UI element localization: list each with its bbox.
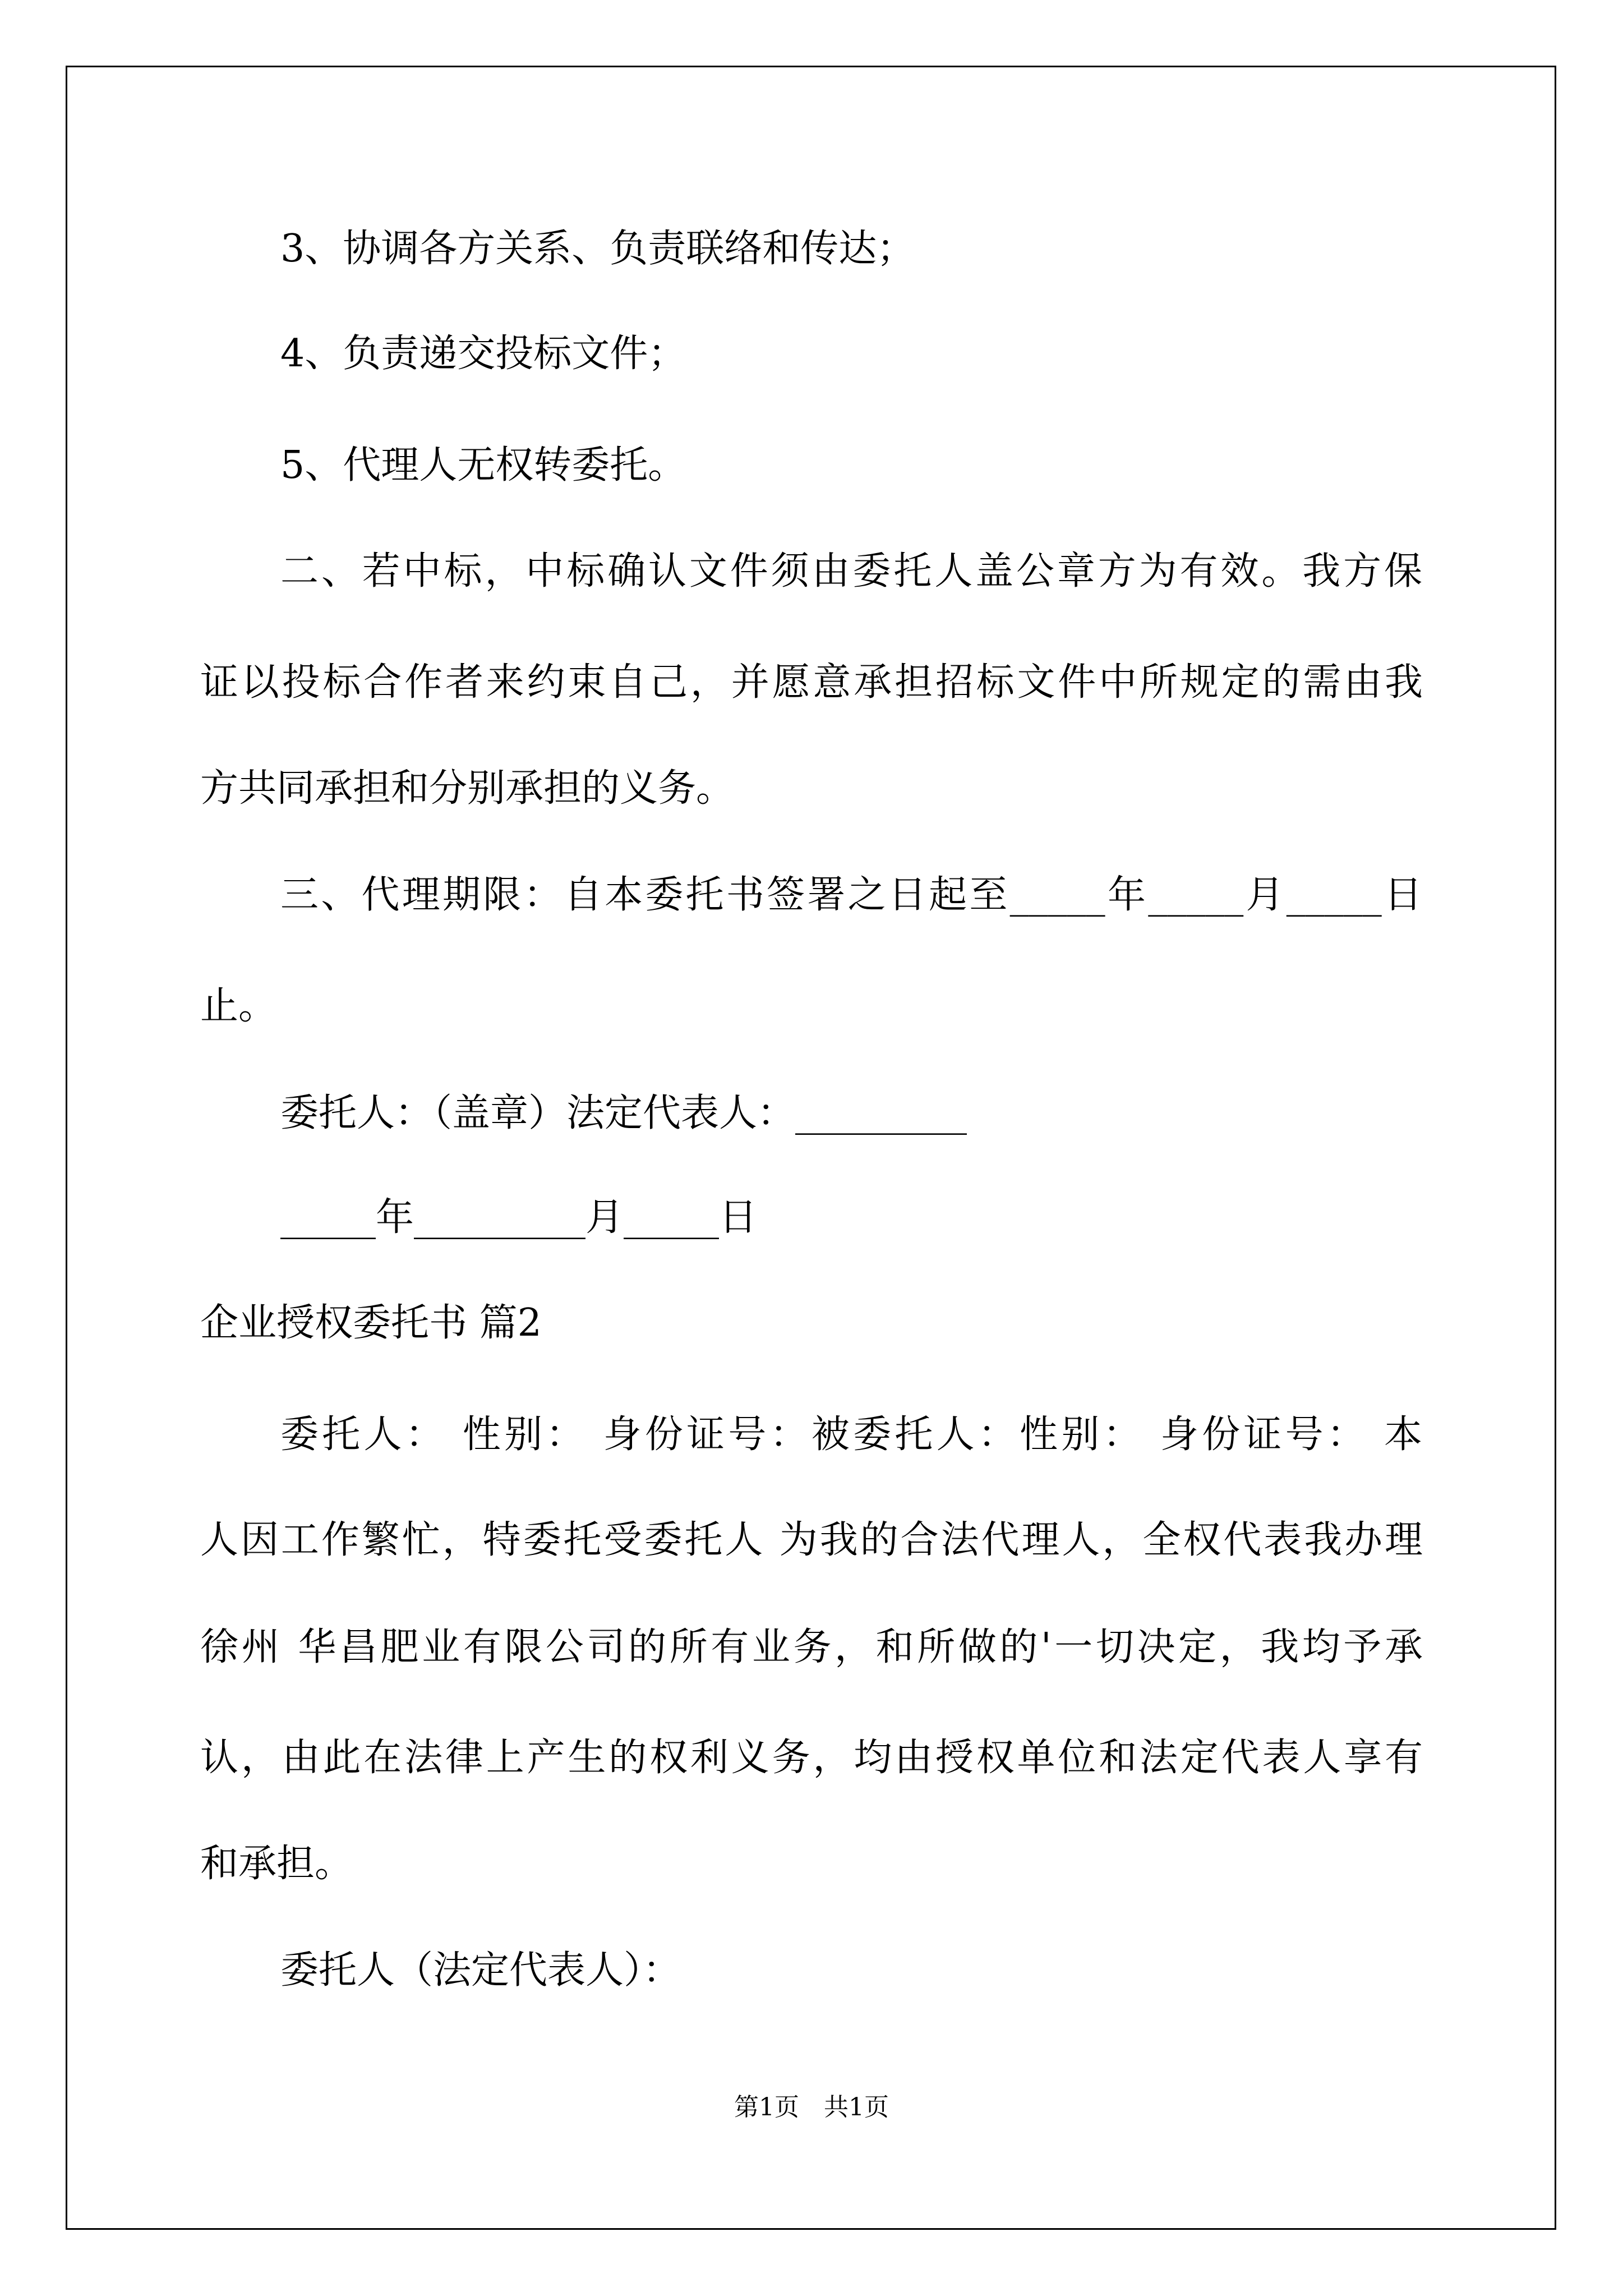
list-item-4: 4、负责递交投标文件； xyxy=(280,332,686,376)
page-number: 第1页 共1页 xyxy=(734,2093,889,2122)
date-line: _____年_________月_____日 xyxy=(280,1195,758,1240)
paragraph-4-line-5: 和承担。 xyxy=(200,1842,353,1886)
paragraph-4-line-2: 人因工作繁忙，特委托受委托人 为我的合法代理人，全权代表我办理 xyxy=(200,1518,1423,1562)
paragraph-3-line-1: 三、代理期限：自本委托书签署之日起至_____年_____月_____日 xyxy=(280,873,1422,917)
section-heading: 企业授权委托书 篇2 xyxy=(200,1301,542,1345)
paragraph-4-line-3: 徐州 华昌肥业有限公司的所有业务，和所做的'一切决定，我均予承 xyxy=(200,1625,1423,1669)
paragraph-2-line-2: 证以投标合作者来约束自己，并愿意承担招标文件中所规定的需由我 xyxy=(200,660,1423,705)
paragraph-2-line-1: 二、若中标，中标确认文件须由委托人盖公章方为有效。我方保 xyxy=(280,549,1422,593)
list-item-5: 5、代理人无权转委托。 xyxy=(280,443,686,487)
principal-line: 委托人（法定代表人）： xyxy=(280,1948,681,1993)
paragraph-4-line-4: 认，由此在法律上产生的权利义务，均由授权单位和法定代表人享有 xyxy=(200,1736,1423,1780)
paragraph-2-line-3: 方共同承担和分别承担的义务。 xyxy=(200,766,735,811)
signature-line: 委托人：（盖章）法定代表人：_________ xyxy=(280,1091,967,1135)
page-border xyxy=(66,66,1556,2230)
paragraph-4-line-1: 委托人： 性别： 身份证号：被委托人：性别： 身份证号： 本 xyxy=(280,1412,1422,1457)
list-item-3: 3、协调各方关系、负责联络和传达； xyxy=(280,227,915,271)
paragraph-3-line-2: 止。 xyxy=(200,984,277,1028)
